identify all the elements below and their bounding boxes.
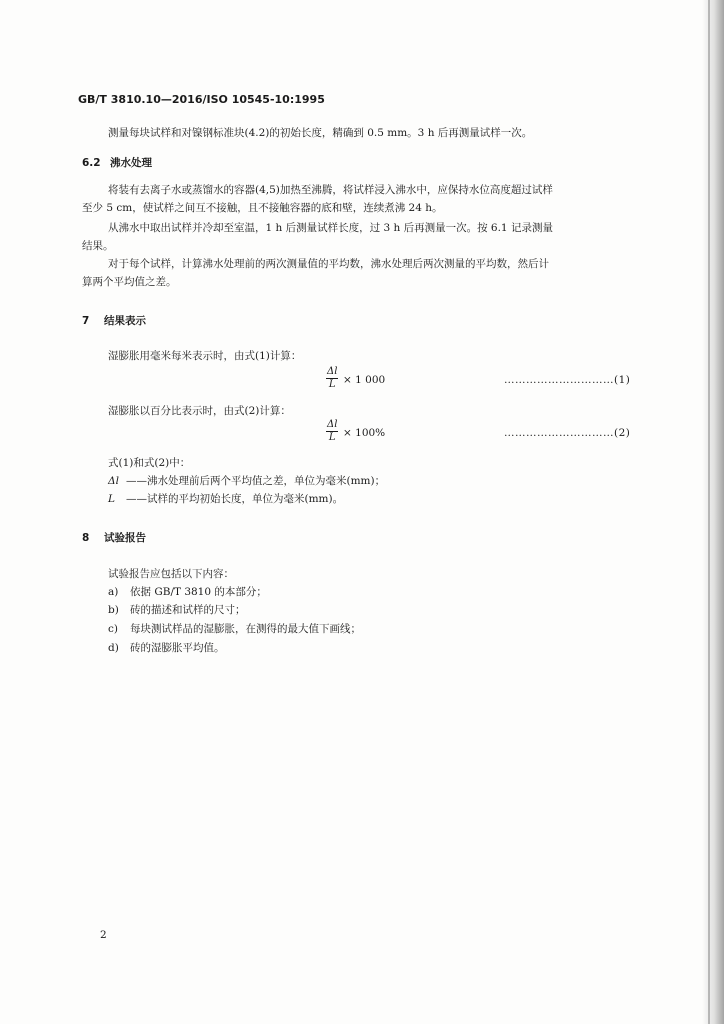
paragraph-6-2-b-line1: 从沸水中取出试样并冷却至室温，1 h 后测量试样长度，过 3 h 后再测量一次。按 6.1 记录测量	[108, 222, 553, 234]
section-8-number: 8	[82, 532, 90, 544]
formula-1-number: …………………………(1)	[504, 374, 631, 386]
report-item-c-label: c)	[108, 623, 118, 635]
definition-1-text: ——沸水处理前后两个平均值之差，单位为毫米(mm)；	[126, 475, 386, 487]
report-item-a-label: a)	[108, 586, 119, 598]
paragraph-6-2-a-line2: 至少 5 cm，使试样之间互不接触，且不接触容器的底和壁，连续煮沸 24 h。	[82, 202, 443, 214]
section-6-2-title: 沸水处理	[110, 157, 152, 169]
standard-header: GB/T 3810.10—2016/ISO 10545-10:1995	[78, 93, 325, 106]
page-edge-shadow	[702, 0, 724, 1024]
formula-2-number: …………………………(2)	[504, 427, 631, 439]
formula-1-numerator: Δl	[327, 366, 338, 377]
section-7-title: 结果表示	[104, 315, 146, 327]
section-7-number: 7	[82, 315, 90, 327]
paragraph-6-2-b-line2: 结果。	[82, 240, 114, 252]
page-edge-line	[708, 0, 710, 1024]
report-item-b-label: b)	[108, 604, 119, 616]
formula-1-fraction	[326, 366, 338, 391]
formula-2-fraction	[326, 419, 338, 444]
definition-1-symbol: Δl	[108, 475, 119, 487]
paragraph-6-1-tail: 测量每块试样和对镍钢标准块(4.2)的初始长度，精确到 0.5 mm。3 h 后再测量试样一次。	[108, 127, 533, 139]
paragraph-6-2-a-line1: 将装有去离子水或蒸馏水的容器(4,5)加热至沸腾，将试样浸入沸水中，应保持水位高度超过试样	[108, 184, 553, 196]
paragraph-6-2-c-line2: 算两个平均值之差。	[82, 276, 177, 288]
report-item-d-label: d)	[108, 642, 119, 654]
formula-2-multiplier: × 100%	[343, 427, 386, 439]
formula-2-denominator: L	[328, 432, 336, 443]
definition-2-symbol: L	[108, 493, 115, 505]
paragraph-6-2-c-line1: 对于每个试样，计算沸水处理前的两次测量值的平均数，沸水处理后两次测量的平均数，然后计	[108, 258, 549, 270]
where-intro: 式(1)和式(2)中：	[108, 457, 191, 469]
section-8-title: 试验报告	[104, 532, 146, 544]
report-item-a-text: 依据 GB/T 3810 的本部分；	[130, 586, 267, 598]
section-6-2-number: 6.2	[82, 157, 101, 169]
formula-2-intro: 湿膨胀以百分比表示时，由式(2)计算：	[108, 405, 291, 417]
formula-1-denominator: L	[328, 379, 336, 390]
report-intro: 试验报告应包括以下内容：	[108, 568, 234, 580]
formula-1-multiplier: × 1 000	[343, 374, 386, 386]
report-item-b-text: 砖的描述和试样的尺寸；	[130, 604, 246, 616]
report-item-c-text: 每块测试样品的湿膨胀，在测得的最大值下画线；	[130, 623, 361, 635]
report-item-d-text: 砖的湿膨胀平均值。	[130, 642, 225, 654]
page-number: 2	[100, 929, 107, 941]
formula-2-numerator: Δl	[327, 419, 338, 430]
definition-2-text: ——试样的平均初始长度，单位为毫米(mm)。	[126, 493, 344, 505]
formula-1-intro: 湿膨胀用毫米每米表示时，由式(1)计算：	[108, 350, 302, 362]
